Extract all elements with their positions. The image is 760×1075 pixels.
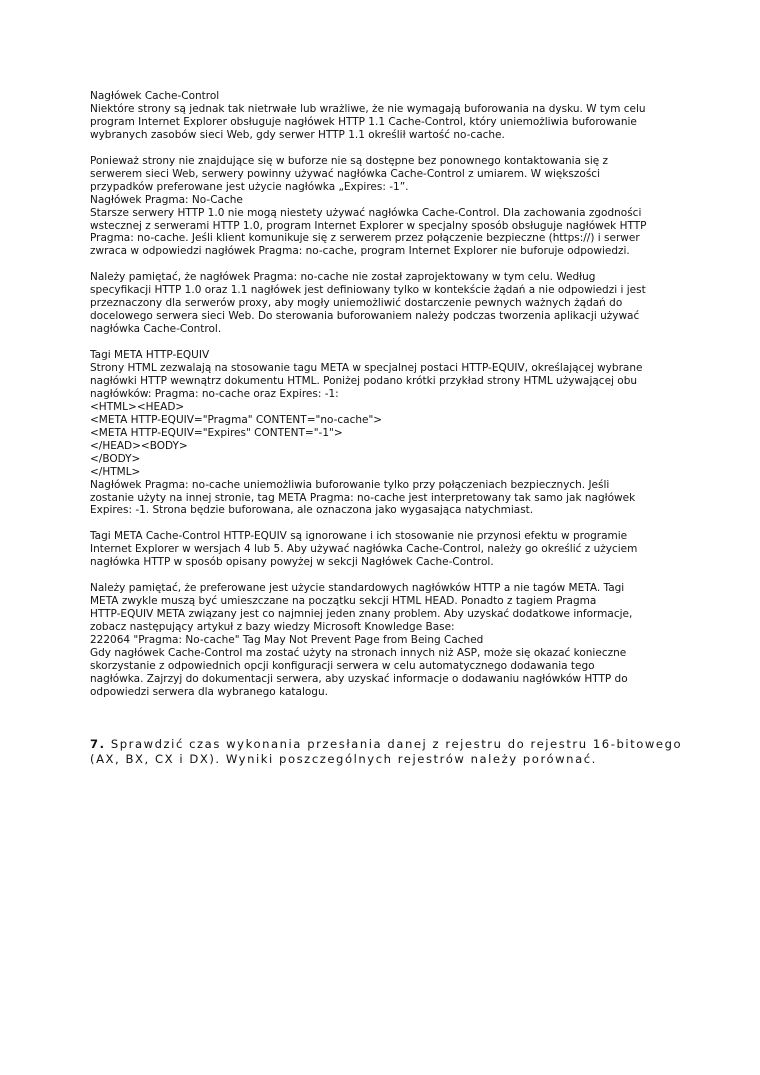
text-line: specyfikacji HTTP 1.0 oraz 1.1 nagłówek jest definiowany tylko w kontekście żądań a nie odpowiedzi i jest xyxy=(90,284,646,297)
text-line: przeznaczony dla serwerów proxy, aby mogły uniemożliwić dostarczenie pewnych ważnych żądań do xyxy=(90,297,623,310)
text-line: Należy pamiętać, że preferowane jest użycie standardowych nagłówków HTTP a nie tagów META. Tagi xyxy=(90,582,625,595)
document-body xyxy=(90,90,670,699)
text-line: META zwykle muszą być umieszczane na początku sekcji HTML HEAD. Ponadto z tagiem Pragma xyxy=(90,595,597,608)
text-line: nagłówki HTTP wewnątrz dokumentu HTML. Poniżej podano krótki przykład strony HTML używającej obu xyxy=(90,374,638,387)
text-line: Należy pamiętać, że nagłówek Pragma: no-cache nie został zaprojektowany w tym celu. Według xyxy=(90,271,596,284)
task-line-1 xyxy=(90,737,683,752)
text-line: skorzystanie z odpowiednich opcji konfiguracji serwera w celu automatycznego dodawania tego xyxy=(90,659,595,672)
text-line: Tagi META HTTP-EQUIV xyxy=(90,349,210,362)
text-line: program Internet Explorer obsługuje nagłówek HTTP 1.1 Cache-Control, który uniemożliwia buforowanie xyxy=(90,115,637,128)
text-line xyxy=(90,569,670,582)
text-line: docelowego serwera sieci Web. Do sterowania buforowaniem należy podczas tworzenia aplikacji używać xyxy=(90,310,640,323)
text-line: Ponieważ strony nie znajdujące się w buforze nie są dostępne bez ponownego kontaktowania się z xyxy=(90,154,609,167)
text-line xyxy=(90,336,670,349)
text-line: </HTML> xyxy=(90,465,141,478)
text-line: zobacz następujący artykuł z bazy wiedzy Microsoft Knowledge Base: xyxy=(90,621,455,633)
task-7 xyxy=(90,737,683,768)
text-line: serwerem sieci Web, serwery powinny używać nagłówka Cache-Control z umiarem. W większości xyxy=(90,167,600,180)
text-line: </HEAD><BODY> xyxy=(90,439,188,452)
text-line: odpowiedzi serwera dla wybranego katalogu. xyxy=(90,685,328,698)
text-line: Pragma: no-cache. Jeśli klient komunikuje się z serwerem przez połączenie bezpieczne (https://) i serwer xyxy=(90,232,640,245)
text-line: <META HTTP-EQUIV="Expires" CONTENT="-1"> xyxy=(90,426,343,439)
text-line: zwraca w odpowiedzi nagłówek Pragma: no-cache, program Internet Explorer nie buforuje odpowiedzi. xyxy=(90,245,630,258)
text-line: Internet Explorer w wersjach 4 lub 5. Aby używać nagłówka Cache-Control, należy go określić z użyciem xyxy=(90,543,638,556)
text-line: nagłówka. Zajrzyj do dokumentacji serwera, aby uzyskać informacje o dodawaniu nagłówków HTTP do xyxy=(90,672,628,685)
task-text-1: Sprawdzić czas wykonania przesłania danej z rejestru do rejestru 16-bitowego xyxy=(105,737,683,751)
text-line: Gdy nagłówek Cache-Control ma zostać użyty na stronach innych niż ASP, może się okazać konieczne xyxy=(90,646,627,659)
text-line: 222064 "Pragma: No-cache" Tag May Not Prevent Page from Being Cached xyxy=(90,633,484,646)
task-number: 7. xyxy=(90,737,106,751)
text-line: <META HTTP-EQUIV="Pragma" CONTENT="no-cache"> xyxy=(90,413,383,426)
text-line: <HTML><HEAD> xyxy=(90,400,185,413)
text-line: przypadków preferowane jest użycie nagłówka „Expires: -1”. xyxy=(90,180,409,193)
text-line: nagłówków: Pragma: no-cache oraz Expires: -1: xyxy=(90,387,339,400)
text-line xyxy=(90,258,670,271)
text-line: Starsze serwery HTTP 1.0 nie mogą niestety używać nagłówka Cache-Control. Dla zachowania zgodności xyxy=(90,206,642,219)
text-line: Niektóre strony są jednak tak nietrwałe lub wrażliwe, że nie wymagają buforowania na dysku. W tym celu xyxy=(90,102,646,115)
task-line-2: (AX, BX, CX i DX). Wyniki poszczególnych rejestrów należy porównać. xyxy=(90,752,597,767)
text-line: zostanie użyty na innej stronie, tag META Pragma: no-cache jest interpretowany tak samo jak nagłówek xyxy=(90,491,636,504)
text-line: wybranych zasobów sieci Web, gdy serwer HTTP 1.1 określił wartość no-cache. xyxy=(90,128,505,141)
text-line: wstecznej z serwerami HTTP 1.0, program Internet Explorer w specjalny sposób obsługuje nagłówek HTTP xyxy=(90,219,647,232)
text-line: nagłówka HTTP w sposób opisany powyżej w sekcji Nagłówek Cache-Control. xyxy=(90,556,494,569)
text-line: Nagłówek Pragma: No-Cache xyxy=(90,193,243,206)
text-line xyxy=(90,142,670,155)
text-line: Tagi META Cache-Control HTTP-EQUIV są ignorowane i ich stosowanie nie przynosi efektu w programie xyxy=(90,530,628,543)
text-line: Nagłówek Pragma: no-cache uniemożliwia buforowanie tylko przy połączeniach bezpiecznych. Jeśli xyxy=(90,478,610,491)
text-line xyxy=(90,517,670,530)
text-line: Nagłówek Cache-Control xyxy=(90,90,220,102)
text-line: HTTP-EQUIV META związany jest co najmniej jeden znany problem. Aby uzyskać dodatkowe informacje, xyxy=(90,608,633,621)
text-line: Strony HTML zezwalają na stosowanie tagu META w specjalnej postaci HTTP-EQUIV, określającej wybrane xyxy=(90,361,643,374)
text-line: </BODY> xyxy=(90,452,141,465)
text-line: Expires: -1. Strona będzie buforowana, ale oznaczona jako wygasająca natychmiast. xyxy=(90,504,534,517)
text-line: nagłówka Cache-Control. xyxy=(90,323,222,336)
